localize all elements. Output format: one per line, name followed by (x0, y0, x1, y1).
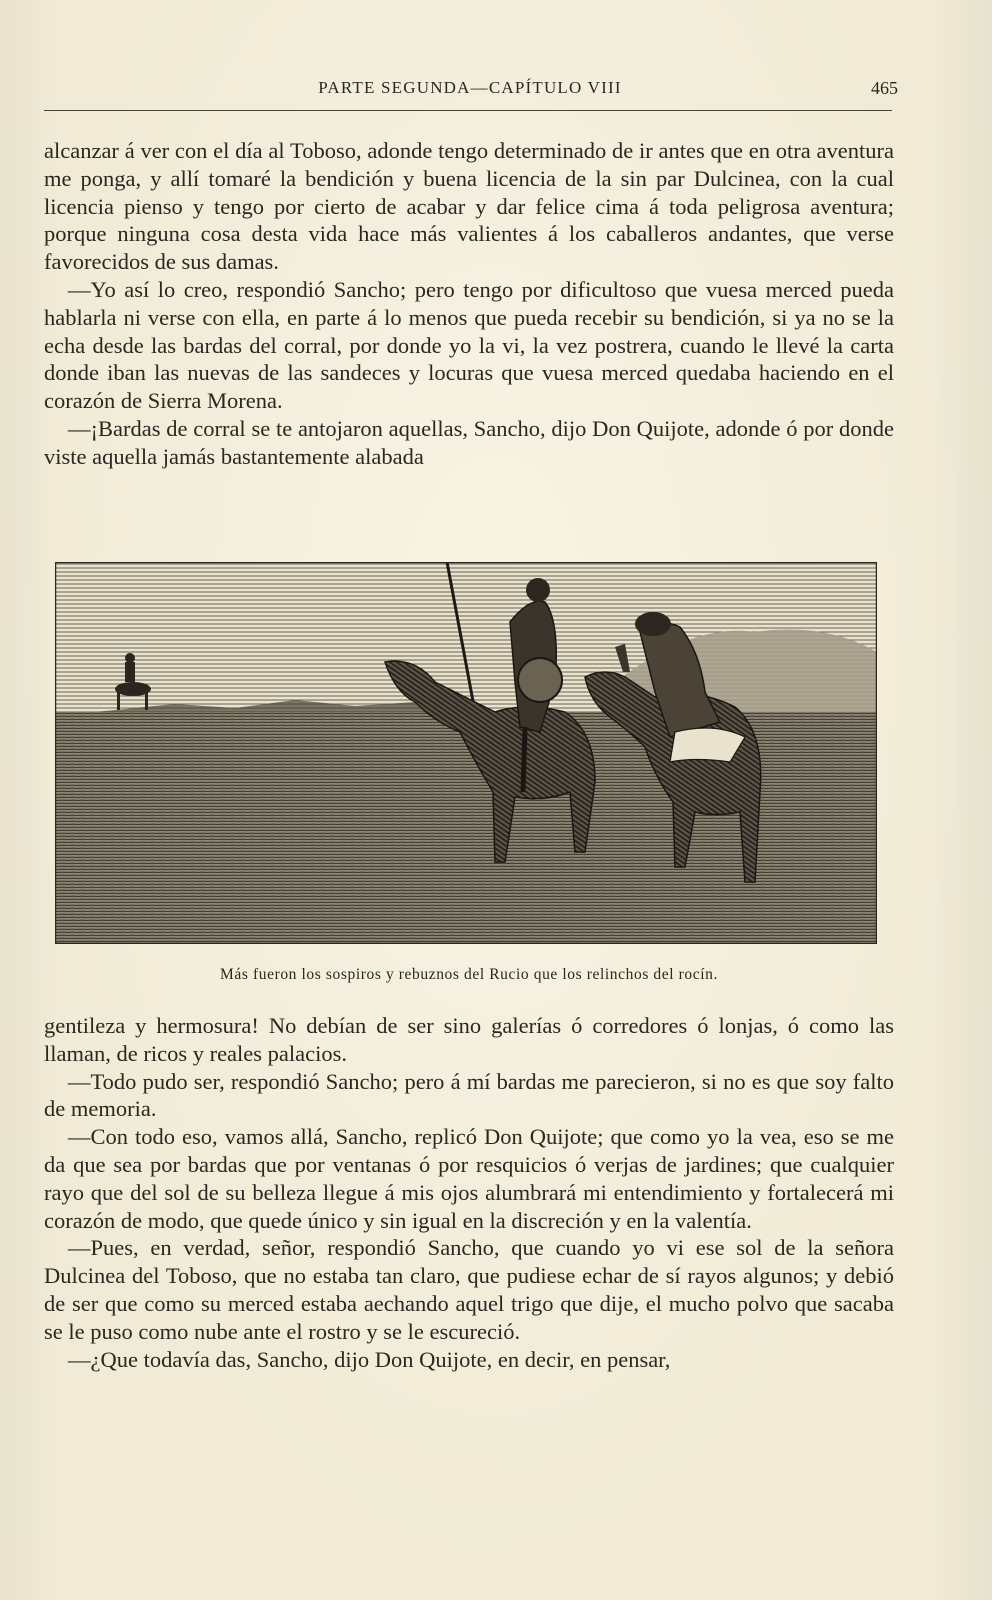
text-after-illustration (44, 1012, 894, 1373)
text-before-illustration (44, 137, 894, 471)
running-head (44, 78, 896, 104)
paragraph: alcanzar á ver con el día al Toboso, adonde tengo determinado de ir antes que en otra aventura me ponga, y allí tomaré la bendición y buena licencia de la sin par Dulcinea, con la cual licencia pienso y tengo por cierto de acabar y dar felice cima á toda peligrosa aventura; porque ninguna cosa desta vida hace más valientes á los caballeros andantes, que verse favorecidos de sus damas. (44, 138, 894, 275)
paragraph: —Todo pudo ser, respondió Sancho; pero á mí bardas me parecieron, si no es que soy falto de memoria. (44, 1068, 894, 1122)
paragraph: —Yo así lo creo, respondió Sancho; pero tengo por dificultoso que vuesa merced pueda hablarla ni verse con ella, en parte á lo menos que pueda recebir su bendición, si ya no se la echa desde las bardas del corral, por donde yo la vi, la vez postrera, cuando le llevé la carta donde iban las nuevas de las sandeces y locuras que vuesa merced quedaba haciendo en el corazón de Sierra Morena. (44, 276, 894, 414)
running-title: PARTE SEGUNDA—CAPÍTULO VIII (318, 78, 622, 97)
page-number: 465 (871, 78, 898, 98)
paragraph: gentileza y hermosura! No debían de ser sino galerías ó corredores ó lonjas, ó como las llaman, de ricos y reales palacios. (44, 1013, 894, 1066)
engraving-illustration (55, 562, 877, 944)
paragraph: —Con todo eso, vamos allá, Sancho, replicó Don Quijote; que como yo la vea, eso se me da que sea por bardas que por ventanas ó por resquicios ó verjas de jardines; que cualquier rayo que del sol de su belleza llegue á mis ojos alumbrará mi entendimiento y fortalecerá mi corazón de modo, que quede único y sin igual en la discreción y en la valentía. (44, 1124, 894, 1233)
paragraph: —Pues, en verdad, señor, respondió Sancho, que cuando yo vi ese sol de la señora Dulcinea del Toboso, que no estaba tan claro, que pudiese echar de sí rayos algunos; y debió de ser que como su merced estaba aechando aquel trigo que dije, el mucho polvo que sacaba se le puso como nube ante el rostro y se le escureció. (44, 1235, 894, 1344)
paragraph: —¿Que todavía das, Sancho, dijo Don Quijote, en decir, en pensar, (68, 1346, 671, 1372)
header-rule (44, 110, 892, 111)
illustration-caption: Más fueron los sospiros y rebuznos del Rucio que los relinchos del rocín. (220, 966, 718, 983)
paragraph: —¡Bardas de corral se te antojaron aquellas, Sancho, dijo Don Quijote, adonde ó por donde viste aquella jamás bastantemente alabada (44, 415, 894, 469)
